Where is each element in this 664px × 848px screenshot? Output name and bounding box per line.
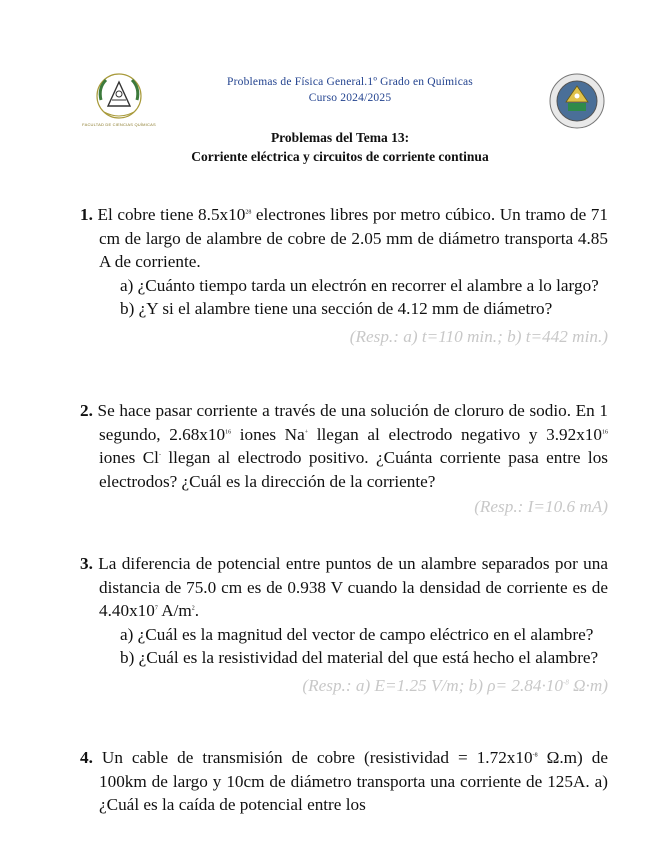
course-year: Curso 2024/2025: [308, 92, 392, 104]
problem-3-part-b: b) ¿Cuál es la resistividad del material del que está hecho el alambre?: [120, 648, 599, 667]
university-logo: [548, 72, 606, 130]
problem-number: 4.: [80, 748, 93, 767]
faculty-logo-caption: FACULTAD DE CIENCIAS QUÍMICAS: [82, 122, 156, 127]
problem-2-statement: 2. Se hace pasar corriente a través de una solución de cloruro de sodio. En 1 segundo, $2.68x10^{16}$ iones Na+ llegan al electrodo negativo y $3.92x10^{16}$ iones Cl- llegan al electrodo positivo. ¿Cuánta corriente pasa entre los electrodos? ¿Cuál es la dirección de la corriente?: [80, 401, 608, 491]
university-seal-icon: [548, 72, 606, 130]
problem-4-statement: 4. Un cable de transmisión de cobre (resistividad = $1.72x10^{-8}$ Ω.m) de 100km de largo y 10cm de diámetro transporta una corriente de 125A. a) ¿Cuál es la caída de potencial entre los: [80, 748, 608, 814]
problem-2: [80, 399, 608, 519]
problem-1-part-b: b) ¿Y si el alambre tiene una sección de 4.12 mm de diámetro?: [120, 299, 553, 318]
faculty-logo: [80, 70, 158, 136]
topic-name: Corriente eléctrica y circuitos de corriente continua: [191, 149, 489, 164]
problem-1-answer: (Resp.: a) t=110 min.; b) t=442 min.): [349, 326, 608, 346]
topic-title: [120, 128, 560, 166]
problem-number: 1.: [80, 205, 93, 224]
problem-1-statement: 1. El cobre tiene $8.5x10^{28}$ electrones libres por metro cúbico. Un tramo de 71 cm de largo de alambre de cobre de 2.05 mm de diámetro transporta 4.85 A de corriente.: [80, 205, 608, 271]
faculty-seal-icon: [80, 70, 158, 122]
problem-2-answer: (Resp.: I=10.6 mA): [474, 497, 608, 516]
problem-number: 3.: [80, 554, 93, 573]
problem-number: 2.: [80, 401, 93, 420]
problem-3: [80, 552, 608, 697]
problem-3-part-a: a) ¿Cuál es la magnitud del vector de campo eléctrico en el alambre?: [120, 624, 594, 644]
topic-number: Problemas del Tema 13:: [270, 130, 410, 145]
problem-3-answer: (Resp.: a) E=1.25 V/m; b) $\rho= 2.84\cdot 10^{-8}$ Ω·m): [302, 675, 608, 695]
course-header: [160, 74, 540, 106]
problem-1-part-a: a) ¿Cuánto tiempo tarda un electrón en recorrer el alambre a lo largo?: [120, 275, 599, 295]
course-title: Problemas de Física General.1º Grado en Químicas: [227, 76, 473, 88]
problem-3-statement: 3. La diferencia de potencial entre puntos de un alambre separados por una distancia de 75.0 cm es de 0.938 V cuando la densidad de corriente es de $4.40x10^7$ $A/m^2$.: [80, 554, 608, 620]
problem-1: [80, 203, 608, 348]
problem-4: [80, 746, 608, 817]
